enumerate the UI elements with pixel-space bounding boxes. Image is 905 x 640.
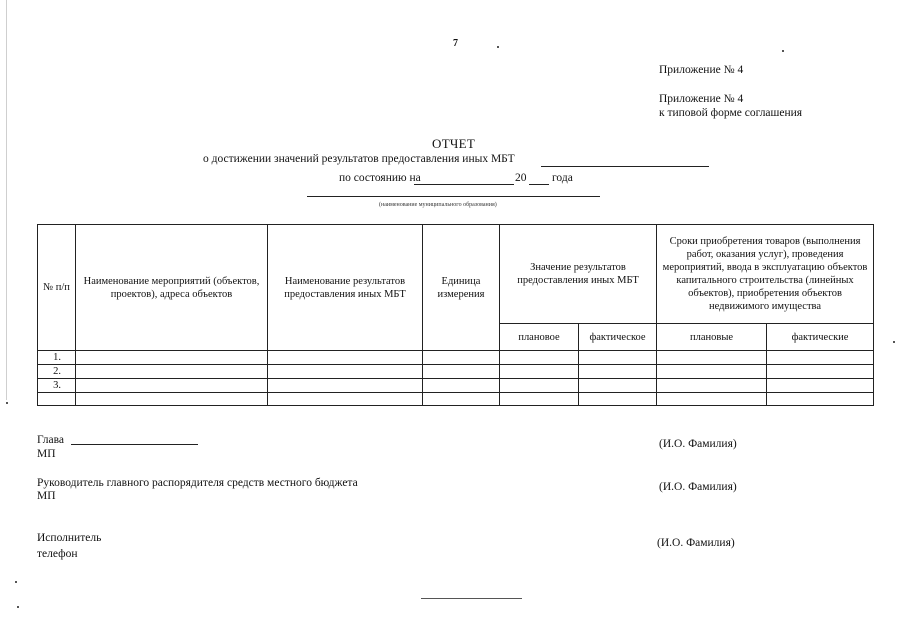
head-signature-line [71, 444, 198, 445]
year-blank-line [529, 184, 549, 185]
document-subtitle: о достижении значений результатов предоставления иных МБТ [203, 153, 515, 165]
appendix-label: Приложение № 4 [659, 64, 744, 76]
header-number: № п/п [38, 225, 76, 351]
page-edge-rule [6, 0, 7, 400]
scan-speck [893, 341, 895, 343]
scan-speck [15, 581, 17, 583]
scan-speck [6, 402, 8, 404]
manager-label: Руководитель главного распорядителя средств местного бюджета [37, 477, 358, 489]
document-title: ОТЧЕТ [432, 136, 476, 151]
head-stamp-label: МП [37, 448, 56, 460]
manager-name-placeholder: (И.О. Фамилия) [659, 481, 737, 493]
subheader-actual: фактическое [579, 324, 657, 351]
scan-speck [782, 50, 784, 52]
executor-name-placeholder: (И.О. Фамилия) [657, 537, 735, 549]
table-row [38, 379, 874, 393]
executor-label: Исполнитель [37, 532, 102, 544]
municipality-caption: (наименование муниципального образования) [379, 202, 497, 208]
appendix-label-2: Приложение № 4 [659, 93, 744, 105]
subheader-actual-terms: фактические [767, 324, 874, 351]
table-row [38, 351, 874, 365]
subheader-planned: плановое [500, 324, 579, 351]
header-results: Наименование результатов предоставления иных МБТ [268, 225, 423, 351]
head-label: Глава [37, 434, 65, 446]
table-row [38, 393, 874, 406]
scan-speck [17, 606, 19, 608]
header-unit: Единица измерения [423, 225, 500, 351]
phone-label: телефон [37, 548, 78, 560]
date-blank-line [414, 184, 514, 185]
table-row [38, 365, 874, 379]
page-number: 7 [453, 38, 458, 49]
municipality-blank-line [307, 196, 600, 197]
year-prefix: 20 [515, 172, 527, 184]
report-table [37, 224, 874, 406]
scan-speck [497, 46, 499, 48]
row-number: 1. [38, 351, 76, 365]
head-name-placeholder: (И.О. Фамилия) [659, 438, 737, 450]
date-prefix: по состоянию на [339, 172, 421, 184]
subheader-planned-terms: плановые [657, 324, 767, 351]
row-number [38, 393, 76, 406]
table-header-row [38, 225, 874, 324]
appendix-caption: к типовой форме соглашения [659, 107, 803, 119]
date-suffix: года [552, 172, 573, 184]
manager-stamp-label: МП [37, 490, 56, 502]
subtitle-blank-line [541, 166, 709, 167]
header-value: Значение результатов предоставления иных МБТ [500, 225, 657, 324]
header-terms: Сроки приобретения товаров (выполнения работ, оказания услуг), проведения мероприятий, ввода в эксплуатацию объектов капитального строительства (линейных объектов), приобретения объектов недвижимого имущества [657, 225, 874, 324]
row-number: 3. [38, 379, 76, 393]
footer-rule [421, 598, 522, 599]
header-events: Наименование мероприятий (объектов, проектов), адреса объектов [76, 225, 268, 351]
row-number: 2. [38, 365, 76, 379]
